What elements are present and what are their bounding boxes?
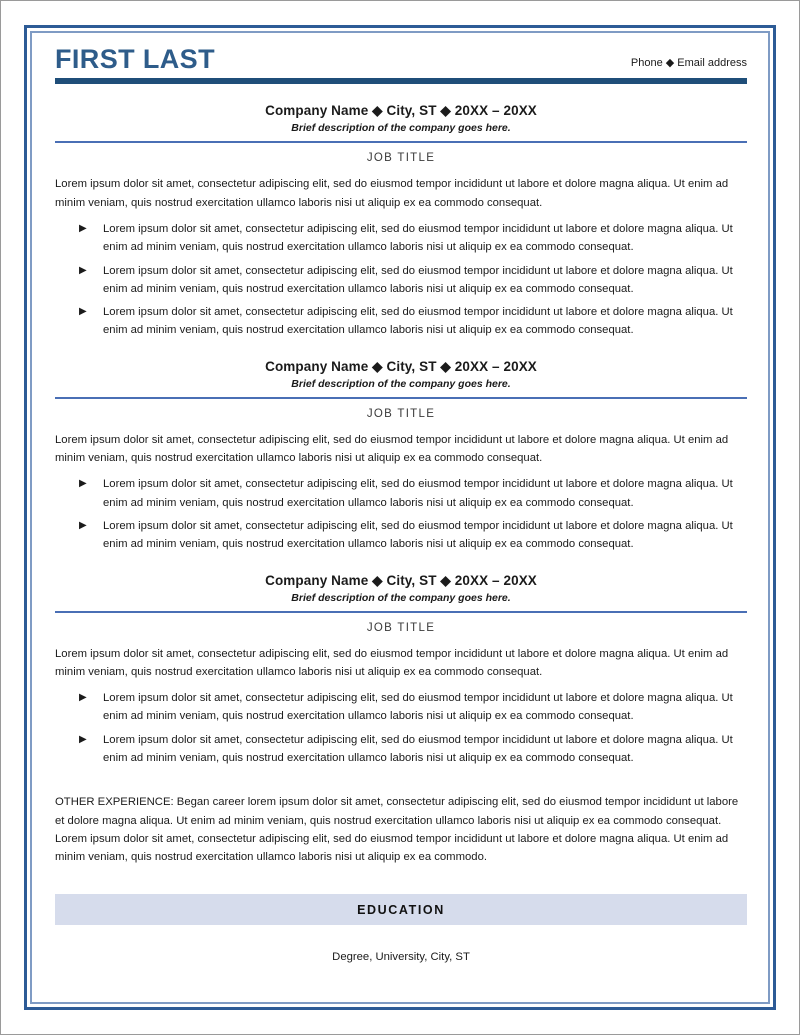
- job-bullet-list: [55, 689, 747, 767]
- section-rule: [55, 611, 747, 613]
- list-item: [55, 220, 747, 257]
- bullet-text: Lorem ipsum dolor sit amet, consectetur adipiscing elit, sed do eiusmod tempor incididunt ut labore et dolore magna aliqua. Ut enim ad minim veniam, quis nostrud exercitation ullamco laboris nisi ut aliquip ex ea commodo consequat.: [103, 306, 733, 337]
- bullet-text: Lorem ipsum dolor sit amet, consectetur adipiscing elit, sed do eiusmod tempor incididunt ut labore et dolore magna aliqua. Ut enim ad minim veniam, quis nostrud exercitation ullamco laboris nisi ut aliquip ex ea commodo consequat.: [103, 478, 733, 509]
- education-section-heading: EDUCATION: [55, 894, 747, 925]
- job-bullet-list: [55, 220, 747, 340]
- triangle-bullet-icon: ▶: [79, 306, 87, 318]
- company-description: Brief description of the company goes here.: [291, 377, 511, 390]
- list-item: [55, 731, 747, 768]
- triangle-bullet-icon: ▶: [79, 692, 87, 704]
- header-rule: [55, 78, 747, 84]
- triangle-bullet-icon: ▶: [79, 222, 87, 234]
- job-summary: Lorem ipsum dolor sit amet, consectetur adipiscing elit, sed do eiusmod tempor incididunt ut labore et dolore magna aliqua. Ut enim ad minim veniam, quis nostrud exercitation ullamco laboris nisi ut aliquip ex ea commodo consequat.: [55, 178, 729, 209]
- job-title: JOB TITLE: [366, 621, 436, 634]
- triangle-bullet-icon: ▶: [79, 478, 87, 490]
- list-item: [55, 303, 747, 340]
- job-bullet-list: [55, 475, 747, 553]
- list-item: [55, 517, 747, 554]
- contact-info: Phone ◆ Email address: [630, 57, 747, 70]
- company-line: Company Name ◆ City, ST ◆ 20XX – 20XX: [265, 572, 537, 588]
- other-experience-paragraph: OTHER EXPERIENCE: Began career lorem ipsum dolor sit amet, consectetur adipiscing elit, sed do eiusmod tempor incididunt ut labore et dolore magna aliqua. Ut enim ad minim veniam, quis nostrud exercitation ullamco laboris nisi ut aliquip ex ea commodo consequat. Lorem ipsum dolor sit amet, consectetur adipiscing elit, sed do eiusmod tempor incididunt ut labore et dolore magna aliqua. Ut enim ad minim veniam, quis nostrud exercitation ullamco laboris nisi ut aliquip ex ea commodo.: [55, 796, 739, 864]
- resume-content: [55, 45, 747, 963]
- education-entry: Degree, University, City, ST: [332, 951, 470, 964]
- job-summary: Lorem ipsum dolor sit amet, consectetur adipiscing elit, sed do eiusmod tempor incididunt ut labore et dolore magna aliqua. Ut enim ad minim veniam, quis nostrud exercitation ullamco laboris nisi ut aliquip ex ea commodo consequat.: [55, 647, 729, 678]
- bullet-text: Lorem ipsum dolor sit amet, consectetur adipiscing elit, sed do eiusmod tempor incididunt ut labore et dolore magna aliqua. Ut enim ad minim veniam, quis nostrud exercitation ullamco laboris nisi ut aliquip ex ea commodo consequat.: [103, 692, 733, 723]
- list-item: [55, 262, 747, 299]
- resume-header: [55, 45, 747, 75]
- job-summary: Lorem ipsum dolor sit amet, consectetur adipiscing elit, sed do eiusmod tempor incididunt ut labore et dolore magna aliqua. Ut enim ad minim veniam, quis nostrud exercitation ullamco laboris nisi ut aliquip ex ea commodo consequat.: [55, 433, 729, 465]
- candidate-name: FIRST LAST: [55, 44, 215, 74]
- job-entry: [55, 103, 747, 339]
- bullet-text: Lorem ipsum dolor sit amet, consectetur adipiscing elit, sed do eiusmod tempor incididunt ut labore et dolore magna aliqua. Ut enim ad minim veniam, quis nostrud exercitation ullamco laboris nisi ut aliquip ex ea commodo consequat.: [103, 519, 733, 551]
- section-rule: [55, 141, 747, 143]
- job-title: JOB TITLE: [366, 152, 436, 165]
- section-rule: [55, 397, 747, 399]
- job-entry: [55, 359, 747, 554]
- job-title: JOB TITLE: [366, 407, 436, 420]
- list-item: [55, 475, 747, 512]
- triangle-bullet-icon: ▶: [79, 733, 87, 745]
- triangle-bullet-icon: ▶: [79, 519, 87, 531]
- company-description: Brief description of the company goes here.: [291, 591, 511, 604]
- job-entry: [55, 573, 747, 768]
- bullet-text: Lorem ipsum dolor sit amet, consectetur adipiscing elit, sed do eiusmod tempor incididunt ut labore et dolore magna aliqua. Ut enim ad minim veniam, quis nostrud exercitation ullamco laboris nisi ut aliquip ex ea commodo consequat.: [103, 733, 733, 764]
- list-item: [55, 689, 747, 726]
- bullet-text: Lorem ipsum dolor sit amet, consectetur adipiscing elit, sed do eiusmod tempor incididunt ut labore et dolore magna aliqua. Ut enim ad minim veniam, quis nostrud exercitation ullamco laboris nisi ut aliquip ex ea commodo consequat.: [103, 264, 733, 295]
- company-line: Company Name ◆ City, ST ◆ 20XX – 20XX: [265, 358, 537, 374]
- triangle-bullet-icon: ▶: [79, 264, 87, 276]
- bullet-text: Lorem ipsum dolor sit amet, consectetur adipiscing elit, sed do eiusmod tempor incididunt ut labore et dolore magna aliqua. Ut enim ad minim veniam, quis nostrud exercitation ullamco laboris nisi ut aliquip ex ea commodo consequat.: [103, 222, 733, 254]
- company-line: Company Name ◆ City, ST ◆ 20XX – 20XX: [265, 103, 537, 119]
- company-description: Brief description of the company goes here.: [291, 122, 511, 135]
